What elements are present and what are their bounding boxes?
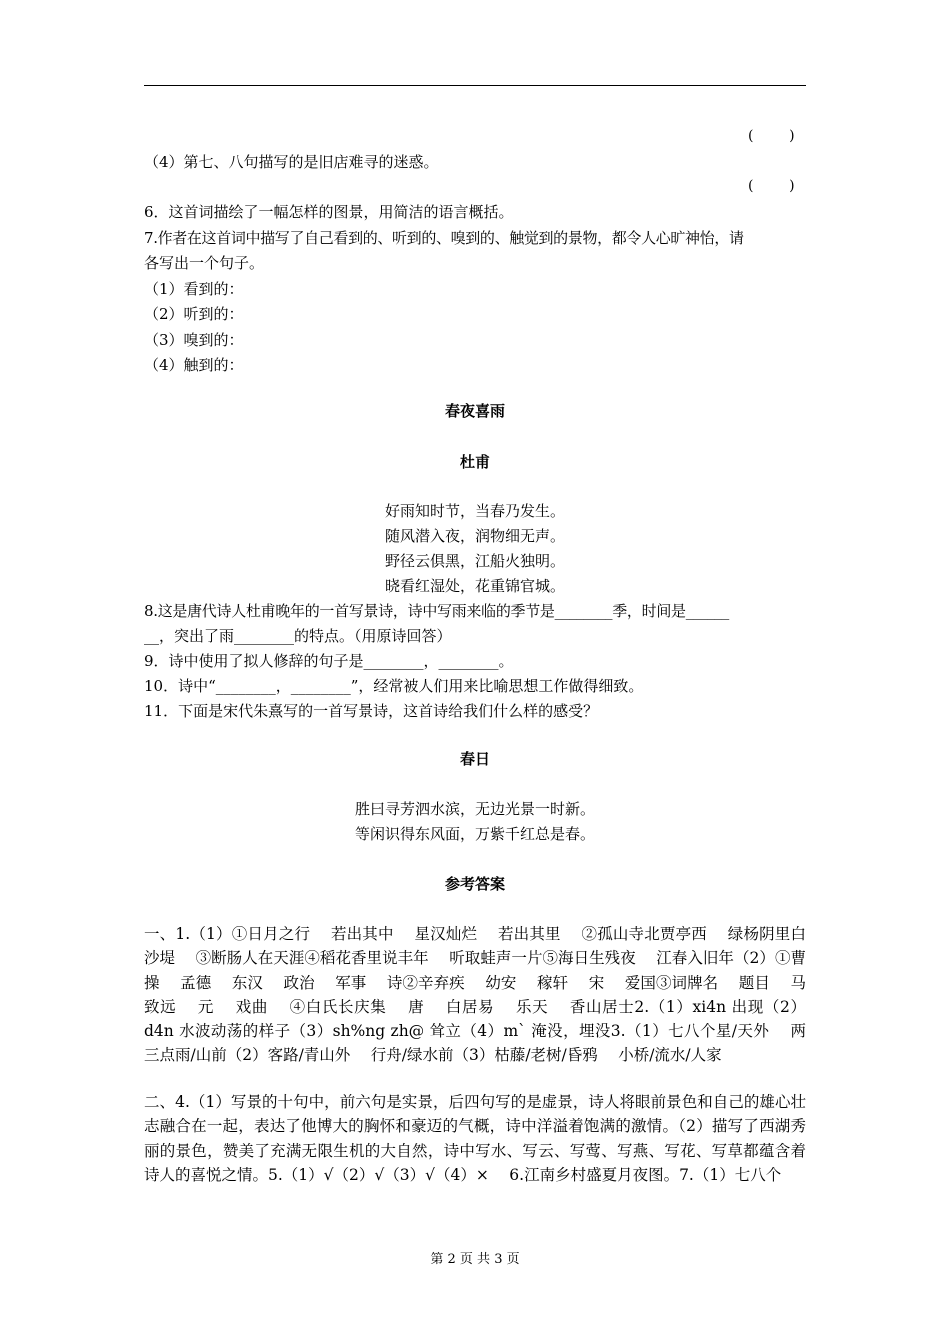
answers-part-1: 一、1.（1）①日月之行 若出其中 星汉灿烂 若出其里 ②孤山寺北贾亭西 绿杨阴里白沙堤 ③断肠人在天涯④稻花香里说丰年 听取蛙声一片⑤海日生残夜 江春入旧年（2）①曹操 孟德 东汉 政治 军事 诗②辛弃疾 幼安 稼轩 宋 爱国③词牌名 题目 马致远 元 戏曲 ④白氏长庆集 唐 白居易 乐天 香山居士2.（1）xi4n 出现（2）d4n 水波动荡的样子（3）sh%ng zh@ 耸立（4）m` 淹没，埋没3.（1）七八个星/天外 两三点雨/山前（2）客路/青山外 行舟/绿水前（3）枯藤/老树/昏鸦 小桥/流水/人家 bbox=[144, 925, 806, 1065]
question-7-2: （2）听到的： bbox=[144, 305, 244, 323]
answer-paren: ( ) bbox=[748, 128, 795, 144]
answers-part-2: 二、4.（1）写景的十句中，前六句是实景，后四句写的是虚景，诗人将眼前景色和自己的雄心壮志融合在一起，表达了他博大的胸怀和豪迈的气概，诗中洋溢着饱满的激情。（2）描写了西湖秀丽的景色，赞美了充满无限生机的大自然，诗中写水、写云、写莺、写燕、写花、写草都蕴含着诗人的喜悦之情。5.（1）√（2）√（3）√（4）× 6.江南乡村盛夏月夜图。7.（1）七八个 bbox=[144, 1093, 806, 1184]
question-8-line1: 8.这是唐代诗人杜甫晚年的一首写景诗，诗中写雨来临的季节是________季，时间是______ bbox=[144, 602, 729, 620]
poem-line: 野径云俱黑，江船火独明。 bbox=[384, 552, 565, 570]
poem-title: 春日 bbox=[459, 750, 490, 768]
question-7-line2: 各写出一个句子。 bbox=[144, 254, 265, 272]
question-8-line2: __，突出了雨________的特点。（用原诗回答） bbox=[144, 627, 452, 645]
question-11: 11．下面是宋代朱熹写的一首写景诗，这首诗给我们什么样的感受？ bbox=[144, 702, 599, 720]
answer-paren: ( ) bbox=[748, 178, 795, 194]
question-9: 9．诗中使用了拟人修辞的句子是________，________。 bbox=[144, 652, 514, 670]
question-7-4: （4）触到的： bbox=[144, 356, 244, 374]
question-6: 6．这首词描绘了一幅怎样的图景，用简洁的语言概括。 bbox=[144, 203, 514, 221]
poem-line: 好雨知时节，当春乃发生。 bbox=[384, 502, 565, 520]
header-rule bbox=[144, 85, 806, 86]
poem-line: 晓看红湿处，花重锦官城。 bbox=[384, 577, 565, 595]
question-10: 10．诗中“________，________”，经常被人们用来比喻思想工作做得细致。 bbox=[144, 677, 644, 695]
poem-title: 春夜喜雨 bbox=[444, 402, 505, 420]
poem-line: 等闲识得东风面，万紫千红总是春。 bbox=[354, 825, 595, 843]
poem-line: 胜曰寻芳泗水滨，无边光景一时新。 bbox=[354, 800, 595, 818]
page-footer: 第 2 页 共 3 页 bbox=[430, 1252, 520, 1267]
question-7-line1: 7.作者在这首词中描写了自己看到的、听到的、嗅到的、触觉到的景物，都令人心旷神怡，请 bbox=[144, 229, 744, 247]
question-7-3: （3）嗅到的： bbox=[144, 331, 244, 349]
poem-line: 随风潜入夜，润物细无声。 bbox=[384, 527, 565, 545]
answers-title: 参考答案 bbox=[444, 875, 505, 893]
question-5-4: （4）第七、八句描写的是旧店难寻的迷惑。 bbox=[144, 153, 439, 171]
question-7-1: （1）看到的： bbox=[144, 280, 244, 298]
poem-author: 杜甫 bbox=[459, 453, 490, 471]
